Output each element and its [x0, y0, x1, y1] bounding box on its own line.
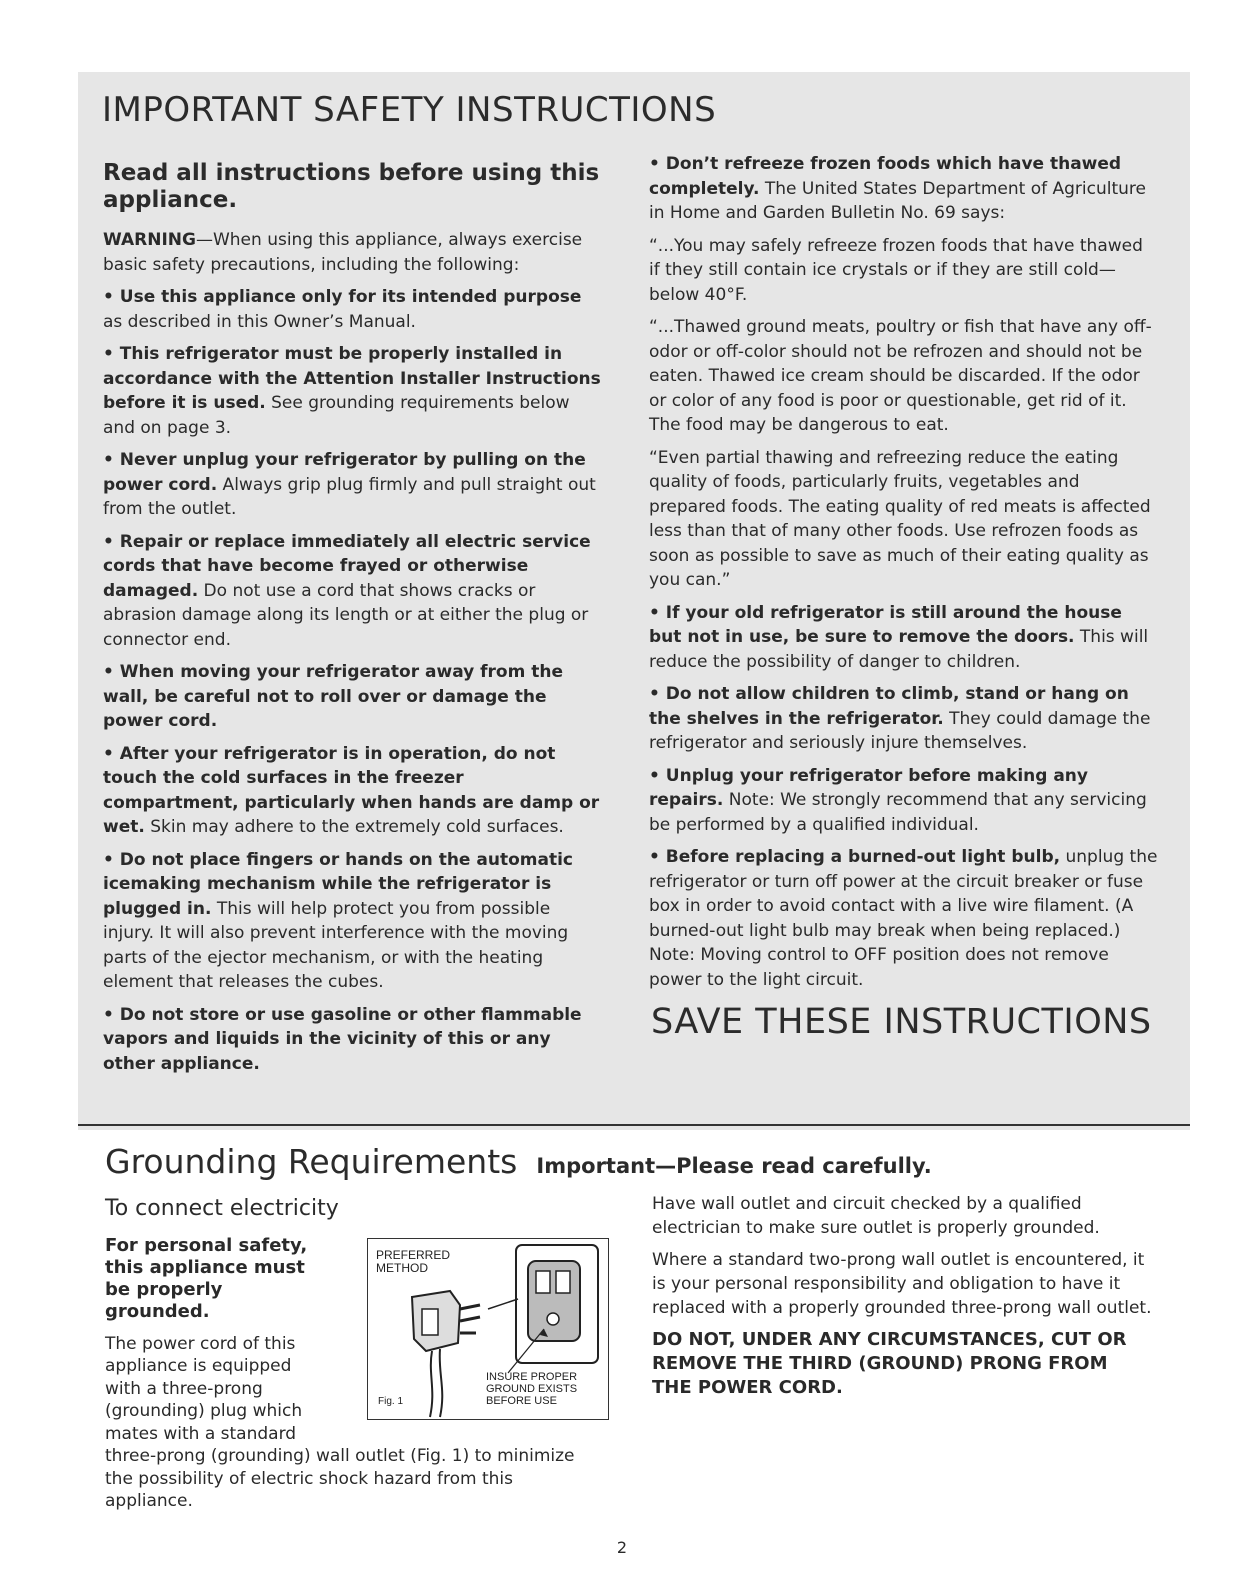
safety-item — [649, 764, 1159, 838]
ground-prong-warning: DO NOT, UNDER ANY CIRCUMSTANCES, CUT OR REMOVE THE THIRD (GROUND) PRONG FROM THE POWER CORD. — [652, 1329, 1127, 1398]
safety-item — [649, 682, 1159, 756]
figure-caption: Fig. 1 — [378, 1396, 404, 1407]
item-bold: • Do not place fingers or hands on the automatic icemaking mechanism while the refrigerator is plugged in. — [103, 849, 573, 919]
grounding-paragraph: Where a standard two-prong wall outlet is encountered, it is your personal responsibility and obligation to have it replaced with a properly grounded three-prong wall outlet. — [652, 1250, 1152, 1318]
item-text: Skin may adhere to the extremely cold surfaces. — [144, 817, 564, 837]
grounded-lead: For personal safety, this appliance must be properly grounded. — [105, 1234, 308, 1322]
outlet-slot — [536, 1271, 550, 1293]
safety-item — [649, 845, 1159, 992]
item-text: Do not use a cord that shows cracks or abrasion damage along its length or at either the plug or connector end. — [103, 580, 589, 650]
grounding-body-continued: three-prong (grounding) wall outlet (Fig. 1) to minimize the possibility of electric shock hazard from this appliance. — [105, 1446, 575, 1511]
item-bold: • Do not allow children to climb, stand or hang on the shelves in the refrigerator. — [649, 684, 1129, 729]
item-text: This will help protect you from possible injury. It will also prevent interference with the moving parts of the ejector mechanism, or with the heating element that releases the cubes. — [103, 898, 569, 992]
item-bold: • This refrigerator must be properly installed in accordance with the Attention Installer Instructions before it is used. — [103, 344, 601, 413]
safety-item — [649, 601, 1159, 675]
item-text: unplug the refrigerator or turn off power at the circuit breaker or fuse box in order to avoid contact with a live wire filament. (A burned-out light bulb may break when being replaced.) Note: Moving control to OFF position does not remove power to the light circuit. — [649, 847, 1158, 990]
warning-label: WARNING — [103, 230, 196, 250]
right-column — [649, 152, 1159, 1042]
grounding-header — [105, 1142, 932, 1181]
outlet-slot — [556, 1271, 570, 1293]
plug-figure — [367, 1238, 609, 1420]
outlet-ground-hole — [547, 1313, 559, 1325]
item-bold: • If your old refrigerator is still around the house but not in use, be sure to remove the doors. — [649, 602, 1122, 647]
grounding-title: Grounding Requirements — [105, 1142, 518, 1181]
item-bold: • Use this appliance only for its intended purpose — [103, 287, 582, 307]
figure-label-bottom: INSURE PROPER GROUND EXISTS BEFORE USE — [486, 1371, 578, 1407]
safety-item — [103, 742, 603, 840]
safety-item — [103, 530, 603, 653]
item-bold: • Repair or replace immediately all electric service cords that have become frayed or otherwise damaged. — [103, 531, 591, 601]
callout-line — [508, 1329, 544, 1373]
item-text: The United States Department of Agriculture in Home and Garden Bulletin No. 69 says: — [649, 178, 1146, 223]
save-instructions-heading: SAVE THESE INSTRUCTIONS — [651, 1002, 1152, 1042]
grounding-paragraph: Have wall outlet and circuit checked by a qualified electrician to make sure outlet is properly grounded. — [652, 1194, 1100, 1238]
item-bold: • When moving your refrigerator away from the wall, be careful not to roll over or damage the power cord. — [103, 662, 564, 731]
item-text: This will reduce the possibility of danger to children. — [649, 627, 1149, 672]
section-divider — [78, 1124, 1190, 1126]
safety-item — [103, 848, 603, 995]
warning-text: —When using this appliance, always exercise basic safety precautions, including the following: — [103, 230, 583, 275]
usda-quote: “...Thawed ground meats, poultry or fish that have any off-odor or off-color should not be refrozen and should not be eaten. Thawed ice cream should be discarded. If the odor or color of any food is poor or questionable, get rid of it. The food may be dangerous to eat. — [649, 317, 1152, 435]
page-number: 2 — [616, 1538, 628, 1557]
wall-line — [488, 1299, 518, 1309]
item-text: as described in this Owner’s Manual. — [103, 311, 416, 332]
grounding-right — [652, 1192, 1152, 1408]
connect-subhead: To connect electricity — [105, 1196, 339, 1221]
item-bold: • Never unplug your refrigerator by pulling on the power cord. — [103, 450, 586, 495]
plug-prongs — [460, 1305, 480, 1321]
safety-item — [103, 285, 603, 334]
grounding-body: The power cord of this appliance is equipped with a three-prong (grounding) plug which mates with a standard — [105, 1333, 303, 1444]
usda-quote: “...You may safely refreeze frozen foods that have thawed if they still contain ice crystals or if they are still cold—below 40°F. — [649, 235, 1143, 305]
plug-face — [422, 1309, 438, 1335]
refreeze-paragraph — [649, 152, 1159, 226]
usda-quote: “Even partial thawing and refreezing reduce the eating quality of foods, particularly fruits, vegetables and prepared foods. The eating quality of red meats is affected less than that of many other foods. Use refrozen foods as soon as possible to save as much of their eating quality as you can.” — [649, 447, 1151, 590]
item-bold: • After your refrigerator is in operation, do not touch the cold surfaces in the freezer compartment, particularly when hands are damp or wet. — [103, 743, 600, 837]
item-bold: • Don’t refreeze frozen foods which have thawed completely. — [649, 154, 1122, 199]
safety-item — [103, 342, 603, 440]
left-column — [103, 160, 603, 1084]
warning-paragraph — [103, 228, 603, 277]
item-text: Always grip plug firmly and pull straight out from the outlet. — [103, 474, 596, 519]
item-bold: • Unplug your refrigerator before making any repairs. — [649, 765, 1088, 810]
lead-heading: Read all instructions before using this appliance. — [103, 160, 600, 213]
figure-label-top: PREFERRED METHOD — [376, 1248, 451, 1275]
safety-item — [103, 660, 603, 734]
item-text: Note: We strongly recommend that any servicing be performed by a qualified individual. — [649, 790, 1147, 835]
grounding-subtitle: Important—Please read carefully. — [536, 1154, 932, 1178]
item-bold: • Before replacing a burned-out light bulb, — [649, 847, 1061, 867]
safety-item — [103, 448, 603, 522]
safety-item — [103, 1003, 603, 1077]
item-text: See grounding requirements below and on page 3. — [103, 393, 570, 438]
page-title: IMPORTANT SAFETY INSTRUCTIONS — [102, 90, 717, 130]
power-cord — [440, 1349, 443, 1417]
power-cord — [430, 1351, 432, 1417]
item-bold: • Do not store or use gasoline or other flammable vapors and liquids in the vicinity of this or any other appliance. — [103, 1004, 582, 1074]
item-text: They could damage the refrigerator and seriously injure themselves. — [649, 708, 1151, 753]
